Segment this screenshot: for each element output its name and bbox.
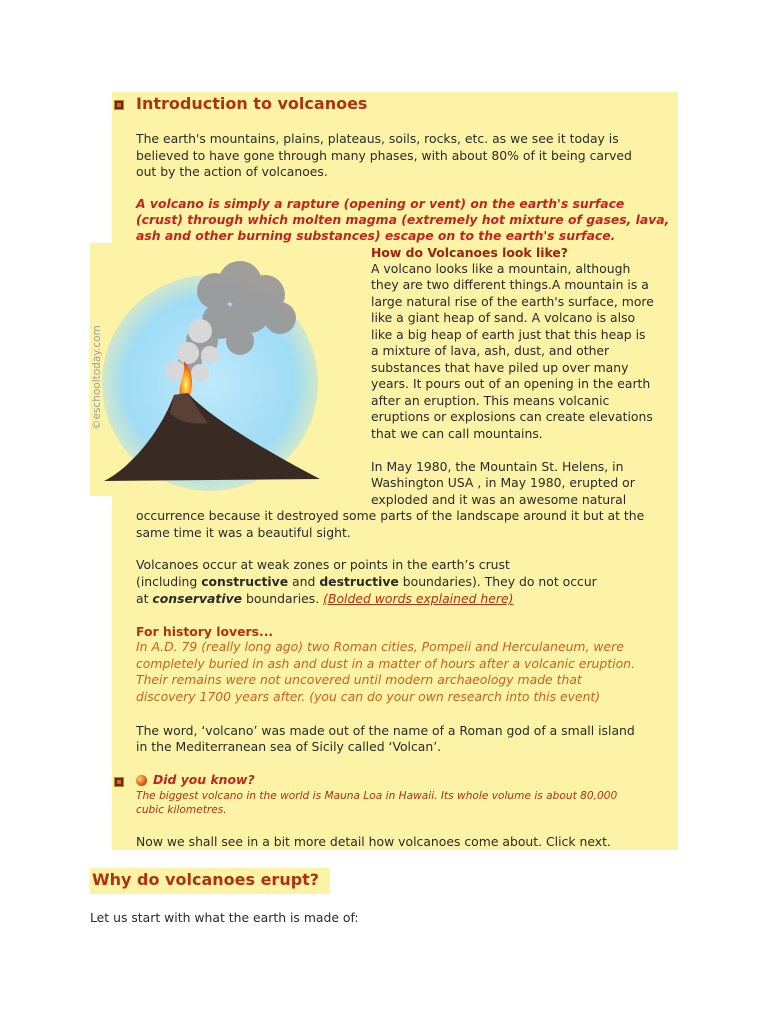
- volcano-illustration: [90, 243, 328, 496]
- may-line: same time it was a beautiful sight.: [136, 525, 351, 540]
- look-line: like a big heap of earth just that this heap is: [371, 327, 646, 342]
- did-you-know-text: [136, 789, 676, 817]
- why-heading-box: [90, 868, 330, 894]
- image-credit: ©eschooltoday.com: [91, 325, 103, 430]
- zones-line: Volcanoes occur at weak zones or points in the earth’s crust: [136, 557, 510, 572]
- zones-text: (including: [136, 574, 202, 589]
- bold-constructive: constructive: [201, 574, 289, 589]
- look-line: that we can call mountains.: [371, 426, 543, 441]
- look-line: years. It pours out of an opening in the earth: [371, 376, 651, 391]
- word-line: in the Mediterranean sea of Sicily called ‘Volcan’.: [136, 739, 442, 754]
- did-you-know-title: Did you know?: [153, 772, 255, 787]
- bold-destructive: destructive: [319, 574, 399, 589]
- definition-line: A volcano is simply a rapture (opening or vent) on the earth's surface: [136, 196, 625, 211]
- zones-line: [136, 574, 597, 591]
- may-line: In May 1980, the Mountain St. Helens, in: [371, 459, 624, 474]
- history-text: [136, 639, 676, 705]
- bullet-icon: [114, 100, 124, 110]
- zones-text: boundaries). They do not occur: [398, 574, 597, 589]
- zones-line: [136, 591, 513, 608]
- look-line: like a giant heap of sand. A volcano is also: [371, 310, 636, 325]
- look-line: after an eruption. This means volcanic: [371, 393, 610, 408]
- intro-title: Introduction to volcanoes: [136, 94, 368, 113]
- bullet-icon: [114, 777, 124, 787]
- dyk-line: The biggest volcano in the world is Mauna Loa in Hawaii. Its whole volume is about 80,000: [136, 790, 618, 802]
- orb-icon: [136, 775, 147, 786]
- look-heading: How do Volcanoes look like?: [371, 245, 568, 260]
- look-line: large natural rise of the earth's surface, more: [371, 294, 654, 309]
- history-heading: For history lovers...: [136, 624, 274, 639]
- definition-line: (crust) through which molten magma (extremely hot mixture of gases, lava,: [136, 212, 670, 227]
- volcano-icon: [90, 243, 328, 496]
- history-line: Their remains were not uncovered until modern archaeology made that: [136, 672, 582, 688]
- zones-text: boundaries.: [242, 591, 324, 606]
- dyk-line: cubic kilometres.: [136, 804, 227, 816]
- may-line: exploded and it was an awesome natural: [371, 492, 627, 507]
- zones-text: at: [136, 591, 153, 606]
- look-line: eruptions or explosions can create elevations: [371, 409, 653, 424]
- intro-line: out by the action of volcanoes.: [136, 164, 328, 179]
- start-line: Let us start with what the earth is made of:: [90, 910, 359, 925]
- look-line: they are two different things.A mountain is a: [371, 277, 649, 292]
- look-line: a mixture of lava, ash, dust, and other: [371, 343, 610, 358]
- history-line: discovery 1700 years after. (you can do your own research into this event): [136, 688, 601, 704]
- definition-line: ash and other burning substances) escape on to the earth's surface.: [136, 228, 616, 243]
- history-line: completely buried in ash and dust in a matter of hours after a volcanic eruption.: [136, 655, 635, 671]
- look-line: A volcano looks like a mountain, although: [371, 261, 631, 276]
- word-line: The word, ‘volcano’ was made out of the name of a Roman god of a small island: [136, 723, 635, 738]
- bolded-words-link[interactable]: (Bolded words explained here): [323, 591, 514, 606]
- may-line: Washington USA , in May 1980, erupted or: [371, 475, 635, 490]
- intro-line: The earth's mountains, plains, plateaus, soils, rocks, etc. as we see it today is: [136, 131, 619, 146]
- intro-line: believed to have gone through many phases, with about 80% of it being carved: [136, 148, 632, 163]
- next-line: Now we shall see in a bit more detail how volcanoes come about. Click next.: [136, 834, 611, 849]
- may-line: occurrence because it destroyed some parts of the landscape around it but at the: [136, 508, 645, 523]
- why-heading: Why do volcanoes erupt?: [92, 870, 320, 889]
- history-line: In A.D. 79 (really long ago) two Roman cities, Pompeii and Herculaneum, were: [136, 639, 624, 654]
- zones-text: and: [288, 574, 320, 589]
- look-line: substances that have piled up over many: [371, 360, 629, 375]
- bold-conservative: conservative: [152, 591, 243, 606]
